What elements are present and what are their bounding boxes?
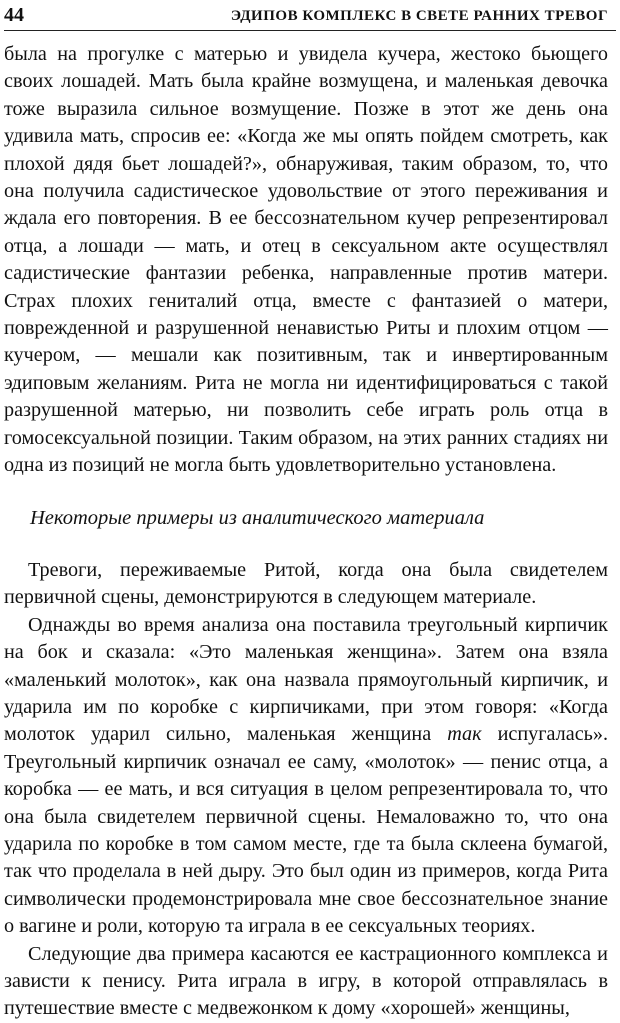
paragraph-text: испугалась». Треугольный кирпичик означал ее саму, «молоток» — пенис отца, а коробка — ее мать, и вся ситуация в целом репрезентировала то, что она была свидетелем первичной сцены. Немаловажно то, что она ударила по коробке в том самом месте, где та была склеена бумагой, так что проделала в ней дыру. Это был один из примеров, когда Рита символически продемонстрировала мне свое бессознательное знание о вагине и роли, которую та играла в ее сексуальных теориях.	[4, 723, 608, 938]
running-head: ЭДИПОВ КОМПЛЕКС В СВЕТЕ РАННИХ ТРЕВОГ	[230, 8, 608, 24]
emphasis-text: так	[447, 723, 482, 746]
paragraph-continued: была на прогулке с матерью и увидела кучера, жестоко бьющего своих лошадей. Мать была крайне возмущена, и маленькая девочка тоже выразила сильное возмущение. Позже в этот же день она удивила мать, спросив ее: «Когда же мы опять пойдем смотреть, как плохой дядя бьет лошадей?», обнаруживая, таким образом, то, что она получила садистическое удовольствие от этого переживания и ждала его повторения. В ее бессознательном кучер репрезентировал отца, а лошади — мать, и отец в сексуальном акте осуществлял садистические фантазии ребенка, направленные против матери. Страх плохих гениталий отца, вместе с фантазией о матери, поврежденной и разрушенной ненавистью Риты и плохим отцом — кучером, — мешали как позитивным, так и инвертированным эдиповым желаниям. Рита не могла ни идентифицироваться с такой разрушенной матерью, ни позволить себе играть роль отца в гомосексуальной позиции. Таким образом, на этих ранних стадиях ни одна из позиций не могла быть удовлетворительно установлена.	[4, 43, 608, 477]
paragraph: Тревоги, переживаемые Ритой, когда она была свидетелем первичной сцены, демонстрируются в следующем материале.	[4, 558, 608, 609]
paragraph	[4, 612, 608, 941]
body-text	[4, 41, 608, 1023]
page-number: 44	[4, 4, 24, 26]
section-subheading: Некоторые примеры из аналитического материала	[30, 506, 485, 529]
paragraph: Следующие два примера касаются ее кастрационного комплекса и зависти к пенису. Рита играла в игру, в которой отправлялась в путешествие вместе с медвежонком к дому «хорошей» женщины,	[4, 942, 608, 1020]
page-header	[4, 2, 616, 31]
paragraph-text: Однажды во время анализа она поставила треугольный кирпичик на бок и сказала: «Это маленькая женщина». Затем она взяла «маленький молоток», как она назвала прямоугольный кирпичик, и ударила им по коробке с кирпичиками, при этом говоря: «Когда молоток ударил сильно, маленькая женщина	[4, 613, 608, 746]
